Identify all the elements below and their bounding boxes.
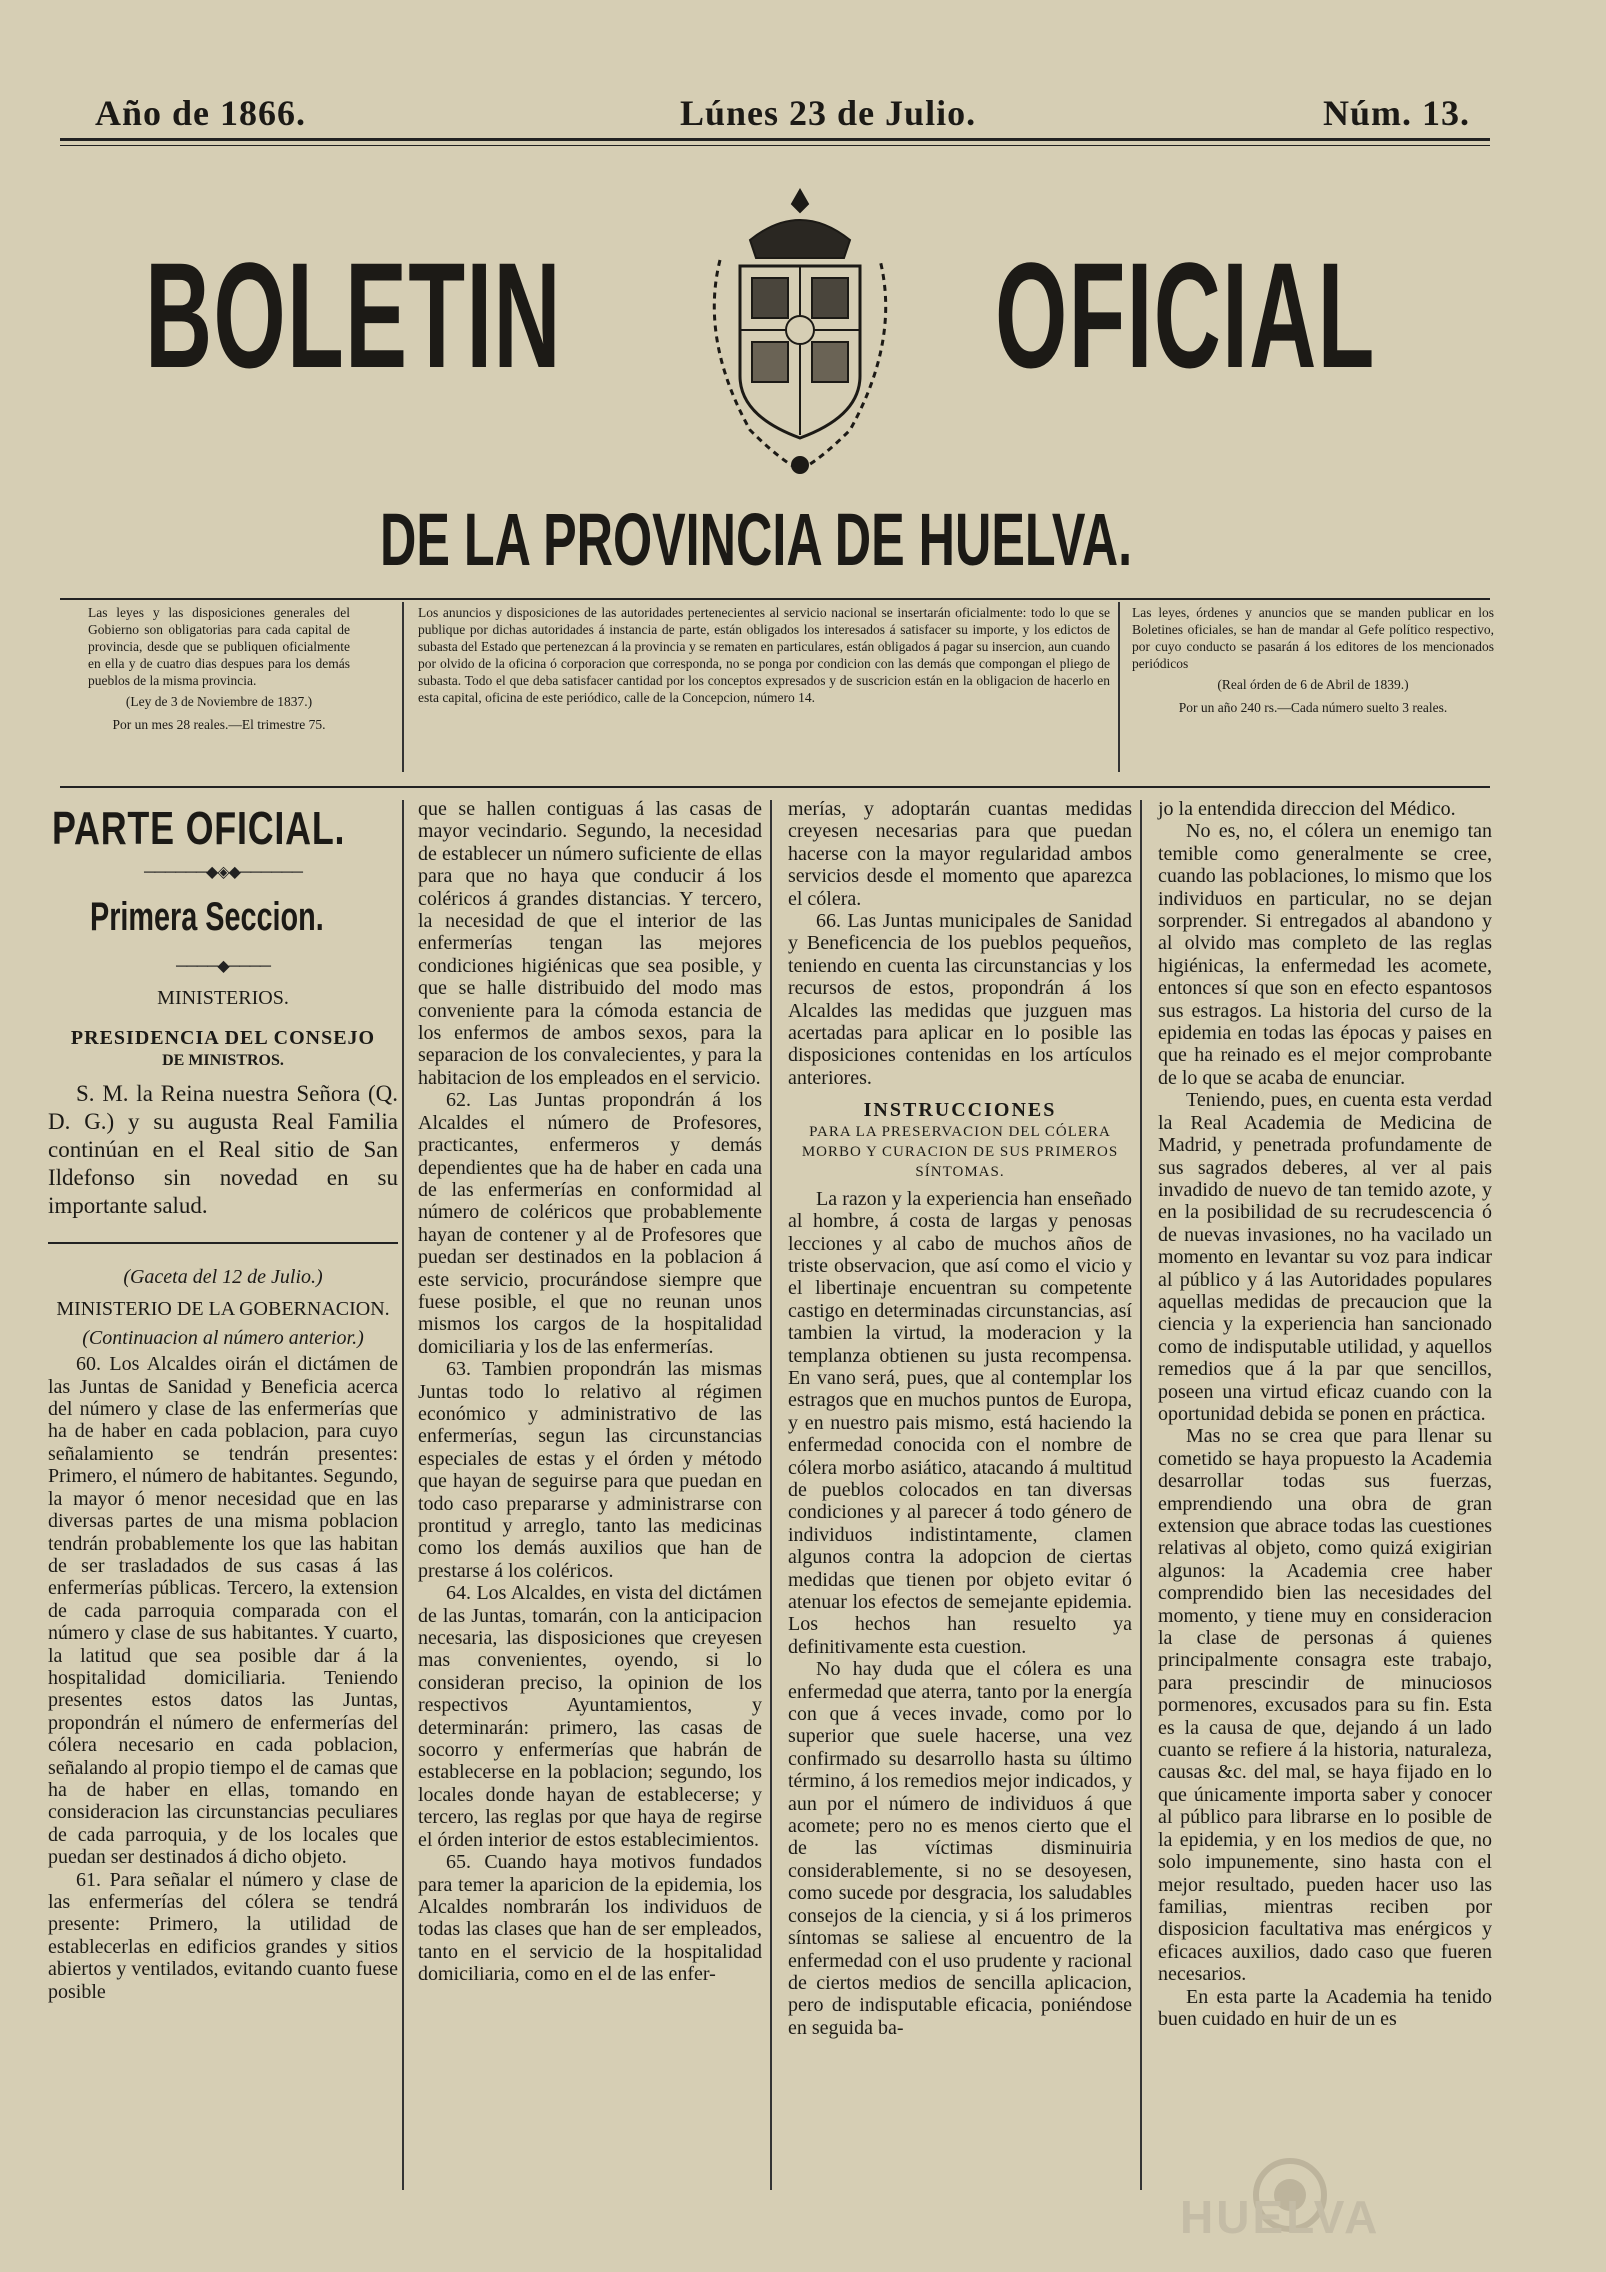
reina-paragraph: S. M. la Reina nuestra Señora (Q. D. G.) y su augusta Real Familia continúan en el Real sitio de San Ildefonso sin novedad en su importante salud. [48,1081,398,1219]
paragraph-noes: No es, no, el cólera un enemigo tan temible como generalmente se cree, cuando las poblaciones, lo mismo que los individuos en particular, no se dejan sorprender. Si entregados al abandono y al olvido mas completo de las reglas higiénicas, la enfermedad les acomete, entonces sí que son en efecto espantosos sus estragos. La historia del curso de la epidemia en todas las épocas y paises en que ha reinado es el mejor comprobante de lo que se acaba de enunciar. [1158,820,1492,1089]
issue-date: Lúnes 23 de Julio. [680,93,977,133]
article-61-cont: que se hallen contiguas á las casas de mayor vecindario. Segundo, la necesidad de establecer un número suficiente de ellas para que no haya que conducir á los coléricos á grandes distancias. Y tercero, la necesidad de que el interior de las enfermerías tengan las mejores condiciones higiénicas que sea posible, y que se halle distribuido del modo mas conveniente para la cómoda estancia de los enfermos de ambos sexos, para la separacion de los convalecientes, y para la habitacion de los empleados en el servicio. [418,798,762,1089]
column-divider-2 [770,800,772,2190]
issue-number: Núm. 13. [1322,93,1470,133]
continuacion-note: (Continuacion al número anterior.) [82,1326,364,1349]
instrucciones-heading: INSTRUCCIONES [863,1099,1057,1122]
gaceta-ref: (Gaceta del 12 de Julio.) [123,1266,323,1289]
issue-year: Año de 1866. [95,93,307,133]
article-64: 64. Los Alcaldes, en vista del dictámen de las Juntas, tomarán, con la anticipacion necesaria, las disposiciones que creyesen mas convenientes, oyendo, si lo consideran preciso, la opinion de los respectivos Ayuntamientos, y determinarán: primero, las casas de socorro y enfermerías que habrán de establecerse en la poblacion; segundo, los locales donde hayan de establecerse; y tercero, las reglas por que haya de regirse el órden interior de estos establecimientos. [418,1582,762,1851]
notice-rule-bottom [60,786,1490,788]
article-63: 63. Tambien propondrán las mismas Juntas todo lo relativo al régimen económico y administrativo de las enfermerías, segun las circunstancias especiales de estas y el órden y método que hayan de seguirse para que puedan en todo caso prepararse y administrarse con prontitud y arreglo, tanto las medicinas como los demás auxilios que han de prestarse á los coléricos. [418,1358,762,1582]
presidencia-subheading: DE MINISTROS. [162,1051,284,1069]
royal-crest-emblem [690,180,910,480]
column-3 [788,798,1132,2039]
header-rule-top-thin [60,145,1490,146]
title-oficial: OFICIAL [995,231,1376,399]
presidencia-heading: PRESIDENCIA DEL CONSEJO [70,1027,376,1050]
ministerio-heading: MINISTERIO DE LA GOBERNACION. [56,1298,390,1321]
article-65: 65. Cuando haya motivos fundados para temer la aparicion de la epidemia, los Alcaldes nombrarán los individuos de todas las clases que han de ser empleados, tanto en el servicio de la hospitalidad domiciliaria, como en el de las enfer- [418,1851,762,1986]
column-divider-1 [402,800,404,2190]
notice-left-ref: (Ley de 3 de Noviembre de 1837.) [125,694,313,709]
article-65-cont: merías, y adoptarán cuantas medidas creyesen necesarias para que puedan hacerse con la mayor regularidad ambos servicios desde el momento que aparezca el cólera. [788,798,1132,910]
ministerios-heading: MINISTERIOS. [157,986,289,1009]
notice-left [88,604,350,733]
notice-right-price: Por un año 240 rs.—Cada número suelto 3 reales. [1178,700,1448,715]
notice-right-ref: (Real órden de 6 de Abril de 1839.) [1217,677,1409,692]
column-1 [48,798,398,2003]
notice-left-price: Por un mes 28 reales.—El trimestre 75. [112,717,326,732]
notice-center [418,604,1110,706]
notice-center-text: Los anuncios y disposiciones de las autoridades pertenecientes al servicio nacional se insertarán oficialmente: todo lo que se publique por dichas autoridades á instancia de parte, están obligados los interesados á satisfacer su importe, y los edictos de subasta del Estado que pertenezcan á la provincia y se rematen en particulares, están obligados á pagar su insercion, aun cuando por olvido de la oficina ó corporacion que corresponda, no se ponga por condicion con las demás que compongan el pliego de subasta. Todo el que deba satisfacer cantidad por los conceptos expresados y de suscricion están en la obligacion de hacerlo en esta capital, oficina de este periódico, calle de la Concepcion, número 14. [418,605,1110,705]
ornament-divider: ────◆──── [176,958,270,976]
primera-seccion-heading: Primera Seccion. [90,895,324,940]
column-divider-3 [1140,800,1142,2190]
paragraph-teniendo: Teniendo, pues, en cuenta esta verdad la Real Academia de Medicina de Madrid, y penetrada profundamente de sus sagrados deberes, al ver al pais invadido de nuevo de tan temido azote, y en la posibilidad de su recrudescencia ó de nuevas invasiones, no ha vacilado un momento en levantar su voz para indicar al público y á las Autoridades populares aquellas medidas de precaucion que la ciencia y la experiencia han sancionado como de indisputable utilidad, y aquellos remedios que á la par que sencillos, poseen una virtud eficaz cuando con la oportunidad debida se ponen en práctica. [1158,1089,1492,1425]
article-62: 62. Las Juntas propondrán á los Alcaldes el número de Profesores, practicantes, enfermeros y demás dependientes que ha de haber en cada una de las enfermerías en conformidad al número de coléricos que probablemente hayan de contener y al de Profesores que puedan ser destinados en la poblacion á este servicio, procurándose siempre que fuese posible, el que no reunan unos mismos los cargos de la hospitalidad domiciliaria y los de las enfermerías. [418,1089,762,1358]
paragraph-duda: No hay duda que el cólera es una enfermedad que aterra, tanto por la energía con que á veces invade, como por lo superior que suele hacerse, una vez confirmado su desarrollo hasta su último término, á los remedios mejor indicados, y aun por el número de individuos á que acomete; pero no es menos cierto que el de las víctimas disminuiria considerablemente, si no se desoyesen, como sucede por desgracia, los saludables consejos de la ciencia, y si á los primeros síntomas se saliese al encuentro de la enfermedad con el uso prudente y racional de ciertos medios de sencilla aplicacion, pero de indisputable eficacia, poniéndose en seguida ba- [788,1658,1132,2039]
paragraph-esta: En esta parte la Academia ha tenido buen cuidado en huir de un es [1158,1985,1492,2030]
col1-rule [48,1242,398,1244]
article-60: 60. Los Alcaldes oirán el dictámen de las Juntas de Sanidad y Beneficia acerca del número y clase de las enfermerías que ha de haber en cada poblacion, para cuyo señalamiento se tendrán presentes: Primero, el número de habitantes. Segundo, la mayor ó menor necesidad que en las diversas partes de una misma poblacion tendrán probablemente los que las habitan de ser trasladados de sus casas á las enfermerías públicas. Tercero, la extension de cada parroquia comparada con el número y clase de sus habitantes. Y cuarto, la latitud que sea posible dar á la hospitalidad domiciliaria. Teniendo presentes estos datos las Juntas, propondrán el número de enfermerías del cólera necesario en cada poblacion, señalando al propio tiempo el de camas que ha de haber en ellas, tomando en consideracion las circunstancias peculiares de cada parroquia, y de los locales que puedan ser destinados á dicho objeto. [48,1353,398,1869]
ornament-divider: ──────◆◈◆────── [144,864,302,881]
paragraph-jo: jo la entendida direccion del Médico. [1158,798,1456,820]
notice-right-text: Las leyes, órdenes y anuncios que se manden publicar en los Boletines oficiales, se han de mandar al Gefe político respectivo, por cuyo conducto se pasarán á los editores de los mencionados periódicos [1132,605,1494,671]
article-66: 66. Las Juntas municipales de Sanidad y Beneficencia de los pueblos pequeños, teniendo en cuenta las circunstancias y los recursos de estos, propondrán á los Alcaldes las medidas que juzguen mas acertadas para aplicar en lo posible las disposiciones contenidas en los artículos anteriores. [788,910,1132,1089]
column-4 [1158,798,1492,2030]
article-61: 61. Para señalar el número y clase de las enfermerías del cólera se tendrá presente: Primero, la utilidad de establecerlas en edificios grandes y sitios abiertos y ventilados, evitando cuanto fuese posible [48,1868,398,2003]
notice-left-text: Las leyes y las disposiciones generales del Gobierno son obligatorias para cada capital de provincia, desde que se publiquen oficialmente en ella y de cuatro dias despues para los demás pueblos de la misma provincia. [88,605,350,688]
notice-rule-top [60,598,1490,600]
title-boletin: BOLETIN [145,231,562,399]
column-2 [418,798,762,1986]
watermark-text: HUELVA [1180,2191,1381,2243]
dateline [60,92,1490,142]
instrucciones-subheading: PARA LA PRESERVACION DEL CÓLERA MORBO Y CURACION DE SUS PRIMEROS SÍNTOMAS. [801,1123,1119,1180]
header-rule-top [60,138,1490,141]
notice-divider-2 [1118,602,1120,772]
notice-divider-1 [402,602,404,772]
parte-oficial-heading: PARTE OFICIAL. [52,802,346,854]
title-province: DE LA PROVINCIA DE HUELVA. [380,498,1133,581]
paragraph-mas: Mas no se crea que para llenar su cometido se haya propuesto la Academia desarrollar todas sus fuerzas, emprendiendo una obra de gran extension que abrace todas las cuestiones relativas al objeto, como quizá exigirian algunos: la Academia cree haber comprendido bien las necesidades del momento, y tiene muy en consideracion la clase de personas á quienes principalmente consagra este trabajo, para prescindir de minuciosos pormenores, excusados para su fin. Esta es la causa de que, dejando á un lado cuanto se refiere á la historia, naturaleza, causas &c. del mal, se haya fijado en lo que únicamente importa saber y conocer al público para librarse en lo posible de la epidemia, y en los medios de que, no solo impunemente, sino hasta con el mejor resultado, pueden hacer uso las familias, mientras reciben por disposicion facultativa mas enérgicos y eficaces auxilios, dado caso que fueren necesarios. [1158,1425,1492,1986]
paragraph-razon: La razon y la experiencia han enseñado al hombre, á costa de largas y penosas lecciones y al cabo de muchos años de triste observacion, que así como el vicio y el libertinaje encuentran su competente castigo en determinadas circunstancias, así tambien la virtud, la moderacion y la templanza obtienen su justa recompensa. En vano será, pues, que al contemplar los estragos que en muchos puntos de Europa, y en nuestro pais mismo, está haciendo la enfermedad conocida con el nombre de cólera morbo asiático, atacando á multitud de pueblos colocados en tan diversas condiciones y al parecer á todo género de individuos indistintamente, clamen algunos contra la adopcion de ciertas medidas que tienen por objeto evitar ó atenuar los efectos de semejante epidemia. Los hechos han resuelto ya definitivamente esta cuestion. [788,1187,1132,1658]
notice-right [1132,604,1494,716]
